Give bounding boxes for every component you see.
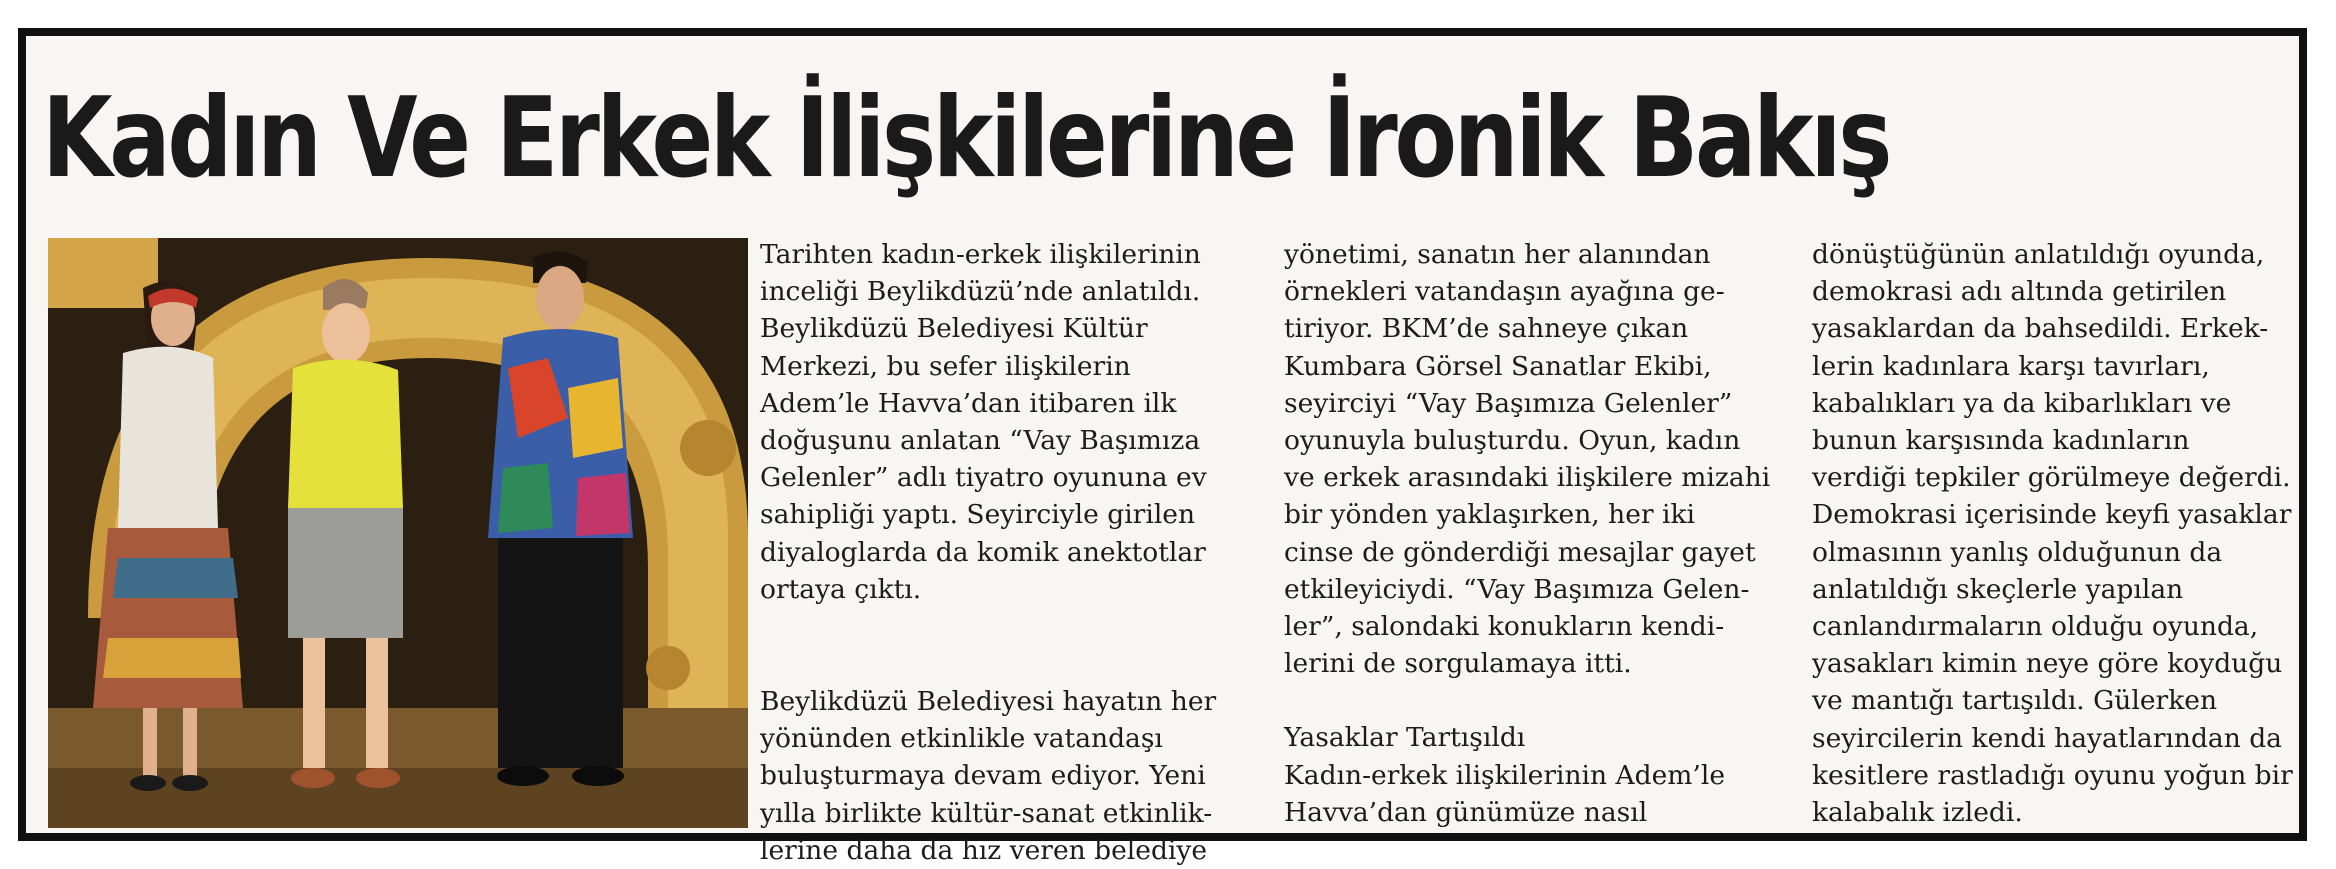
column-line: Kumbara Görsel Sanatlar Ekibi,	[1284, 350, 1712, 382]
column-line: kabalıkları ya da kibarlıkları ve	[1812, 387, 2232, 419]
column-line: oyunuyla buluşturdu. Oyun, kadın	[1284, 425, 1741, 457]
column-line: Tarihten kadın-erkek ilişkilerinin	[760, 239, 1201, 270]
column-line: Adem’le Havva’dan itibaren ilk	[760, 387, 1177, 419]
column-line: yönünden etkinlikle vatandaşı	[760, 723, 1163, 755]
column-line: lerin kadınlara karşı tavırları,	[1812, 350, 2210, 382]
subheading: Yasaklar Tartışıldı	[1284, 722, 1526, 754]
paragraph-gap	[760, 645, 1260, 683]
column-line: demokrasi adı altında getirilen	[1812, 276, 2227, 308]
column-line: diyaloglarda da komik anektotlar	[760, 536, 1206, 568]
column-line: doğuşunu anlatan “Vay Başımıza	[760, 425, 1201, 457]
column-line: bir yönden yaklaşırken, her iki	[1284, 499, 1696, 531]
column-line: ortaya çıktı.	[760, 573, 922, 605]
column-line: ve mantığı tartışıldı. Gülerken	[1812, 685, 2218, 717]
column-line: canlandırmaların olduğu oyunda,	[1812, 611, 2259, 643]
column-line: seyircilerin kendi hayatlarından da	[1812, 722, 2282, 754]
column-line: Kadın-erkek ilişkilerinin Adem’le	[1284, 759, 1726, 791]
column-line: örnekleri vatandaşın ayağına ge-	[1284, 276, 1725, 308]
column-line: anlatıldığı skeçlerle yapılan	[1812, 573, 2184, 605]
column-line: olmasının yanlış olduğunun da	[1812, 536, 2223, 568]
stage-photo-illustration	[48, 238, 748, 828]
column-line: verdiği tepkiler görülmeye değerdi.	[1812, 462, 2291, 494]
column-line: bunun karşısında kadınların	[1812, 425, 2190, 457]
column-line: yasakları kimin neye göre koyduğu	[1812, 648, 2283, 680]
column-line: tiriyor. BKM’de sahneye çıkan	[1284, 313, 1689, 345]
column-line: ler”, salondaki konukların kendi-	[1284, 611, 1725, 643]
article-column-2	[1284, 236, 1804, 831]
article-column-1	[760, 236, 1260, 869]
column-line: lerini de sorgulamaya itti.	[1284, 648, 1632, 680]
column-line: etkileyiciydi. “Vay Başımıza Gelen-	[1284, 573, 1750, 605]
stage-photo	[48, 238, 748, 828]
column-line: inceliği Beylikdüzü’nde anlatıldı.	[760, 276, 1201, 308]
paragraph-gap	[1284, 682, 1804, 719]
column-line: buluşturmaya devam ediyor. Yeni	[760, 760, 1206, 792]
column-line: kalabalık izledi.	[1812, 797, 2023, 829]
column-line: Beylikdüzü Belediyesi Kültür	[760, 313, 1148, 345]
column-line: cinse de gönderdiği mesajlar gayet	[1284, 536, 1756, 568]
column-line: ve erkek arasındaki ilişkilere mizahi	[1284, 462, 1771, 494]
column-line: Beylikdüzü Belediyesi hayatın her	[760, 686, 1217, 718]
clipping-frame	[18, 28, 2307, 866]
column-line: yönetimi, sanatın her alanından	[1284, 239, 1711, 270]
column-line: dönüştüğünün anlatıldığı oyunda,	[1812, 239, 2265, 270]
article-column-3	[1812, 236, 2302, 831]
column-line: Gelenler” adlı tiyatro oyununa ev	[760, 462, 1207, 494]
column-line: Merkezi, bu sefer ilişkilerin	[760, 350, 1131, 382]
column-line: kesitlere rastladığı oyunu yoğun bir	[1812, 759, 2293, 791]
column-line: sahipliği yaptı. Seyirciyle girilen	[760, 499, 1196, 531]
column-line: yılla birlikte kültür-sanat etkinlik-	[760, 797, 1213, 829]
column-line: lerine daha da hız veren belediye	[760, 834, 1208, 866]
column-line: Havva’dan günümüze nasıl	[1284, 796, 1648, 828]
column-line: seyirciyi “Vay Başımıza Gelenler”	[1284, 387, 1733, 419]
column-line: Demokrasi içerisinde keyfi yasaklar	[1812, 499, 2292, 531]
paragraph-gap	[760, 608, 1260, 645]
column-line: yasaklardan da bahsedildi. Erkek-	[1812, 313, 2269, 345]
headline: Kadın Ve Erkek İlişkilerine İronik Bakış	[42, 74, 1890, 203]
